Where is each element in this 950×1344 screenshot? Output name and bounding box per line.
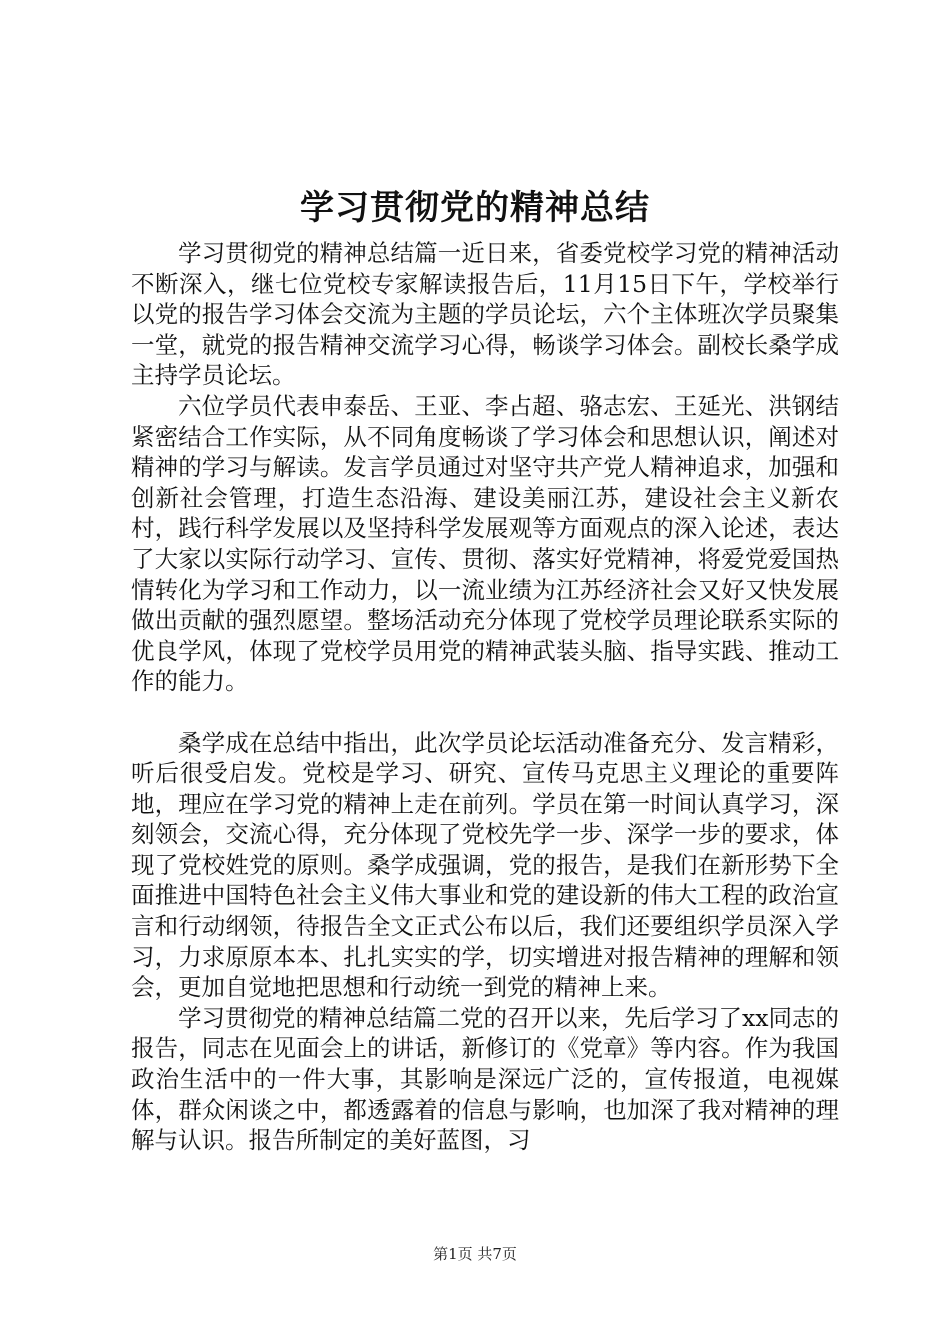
- document-title: 学习贯彻党的精神总结: [300, 188, 650, 228]
- paragraph-spacer: [131, 697, 839, 728]
- paragraph-2: 六位学员代表申泰岳、王亚、李占超、骆志宏、王延光、洪钢结紧密结合工作实际，从不同角度畅谈了学习体会和思想认识，阐述对精神的学习与解读。发言学员通过对坚守共产党人精神追求，加强和创新社会管理，打造生态沿海、建设美丽江苏，建设社会主义新农村，践行科学发展以及坚持科学发展观等方面观点的深入论述，表达了大家以实际行动学习、宣传、贯彻、落实好党精神，将爱党爱国热情转化为学习和工作动力，以一流业绩为江苏经济社会又好又快发展做出贡献的强烈愿望。整场活动充分体现了党校学员理论联系实际的优良学风，体现了党校学员用党的精神武装头脑、指导实践、推动工作的能力。: [131, 391, 839, 696]
- paragraph-1: 学习贯彻党的精神总结篇一近日来，省委党校学习党的精神活动不断深入，继七位党校专家解读报告后，11月15日下午，学校举行以党的报告学习体会交流为主题的学员论坛，六个主体班次学员聚集一堂，就党的报告精神交流学习心得，畅谈学习体会。副校长桑学成主持学员论坛。: [131, 239, 839, 390]
- paragraph-4: 学习贯彻党的精神总结篇二党的召开以来，先后学习了xx同志的报告，同志在见面会上的讲话，新修订的《党章》等内容。作为我国政治生活中的一件大事，其影响是深远广泛的，宣传报道，电视媒体，群众闲谈之中，都透露着的信息与影响，也加深了我对精神的理解与认识。报告所制定的美好蓝图，习: [131, 1003, 840, 1155]
- document-body: [131, 238, 839, 1156]
- page-number-footer: 第1页 共7页: [433, 1245, 517, 1263]
- paragraph-3: 桑学成在总结中指出，此次学员论坛活动准备充分、发言精彩，听后很受启发。党校是学习、研究、宣传马克思主义理论的重要阵地，理应在学习党的精神上走在前列。学员在第一时间认真学习，深刻领会，交流心得，充分体现了党校先学一步、深学一步的要求，体现了党校姓党的原则。桑学成强调，党的报告，是我们在新形势下全面推进中国特色社会主义伟大事业和党的建设新的伟大工程的政治宣言和行动纲领，待报告全文正式公布以后，我们还要组织学员深入学习，力求原原本本、扎扎实实的学，切实增进对报告精神的理解和领会，更加自觉地把思想和行动统一到党的精神上来。: [131, 728, 839, 1002]
